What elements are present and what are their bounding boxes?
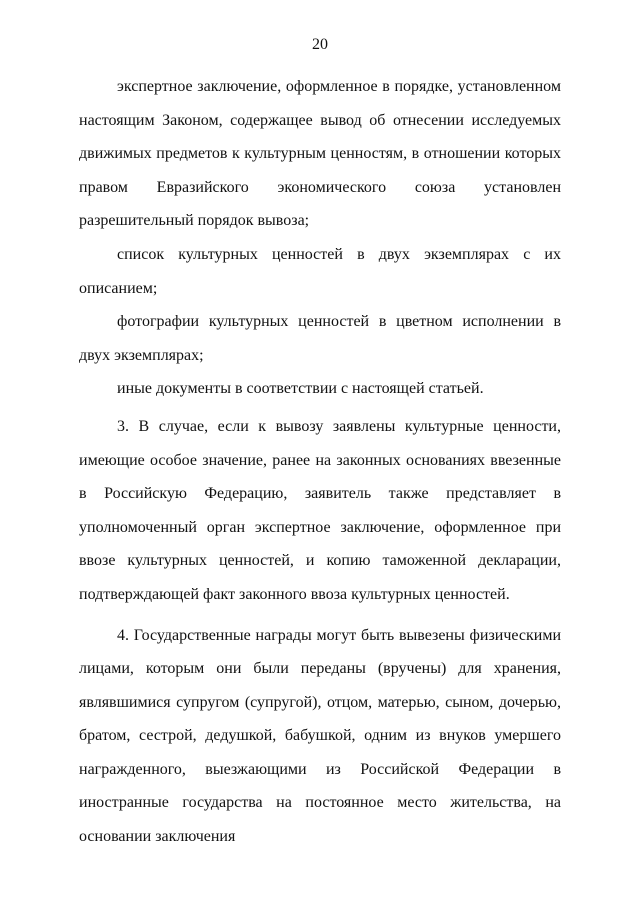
paragraph-expert-conclusion: экспертное заключение, оформленное в порядке, установленном настоящим Законом, содержащее вывод об отнесении исследуемых движимых предметов к культурным ценностям, в отношении которых правом Евразийского экономического союза установлен разрешительный порядок вывоза; (79, 78, 561, 230)
paragraph-list-of-values: список культурных ценностей в двух экземплярах с их описанием; (79, 245, 561, 297)
paragraph-other-documents: иные документы в соответствии с настоящей статьей. (117, 380, 484, 398)
paragraph-clause-3: 3. В случае, если к вывозу заявлены культурные ценности, имеющие особое значение, ранее на законных основаниях ввезенные в Российскую Федерацию, заявитель также представляет в уполномоченный орган экспертное заключение, оформленное при ввозе культурных ценностей, и копию таможенной декларации, подтверждающей факт законного ввоза культурных ценностей. (79, 417, 561, 603)
paragraph-clause-4: 4. Государственные награды могут быть вывезены физическими лицами, которым они были переданы (вручены) для хранения, являвшимися супругом (супругой), отцом, матерью, сыном, дочерью, братом, сестрой, дедушкой, бабушкой, одним из внуков умершего награжденного, выезжающими из Российской Федерации в иностранные государства на постоянное место жительства, на основании заключения (79, 626, 561, 846)
paragraph-photographs: фотографии культурных ценностей в цветном исполнении в двух экземплярах; (79, 313, 561, 364)
document-body (79, 70, 561, 854)
page-number: 20 (312, 36, 328, 53)
